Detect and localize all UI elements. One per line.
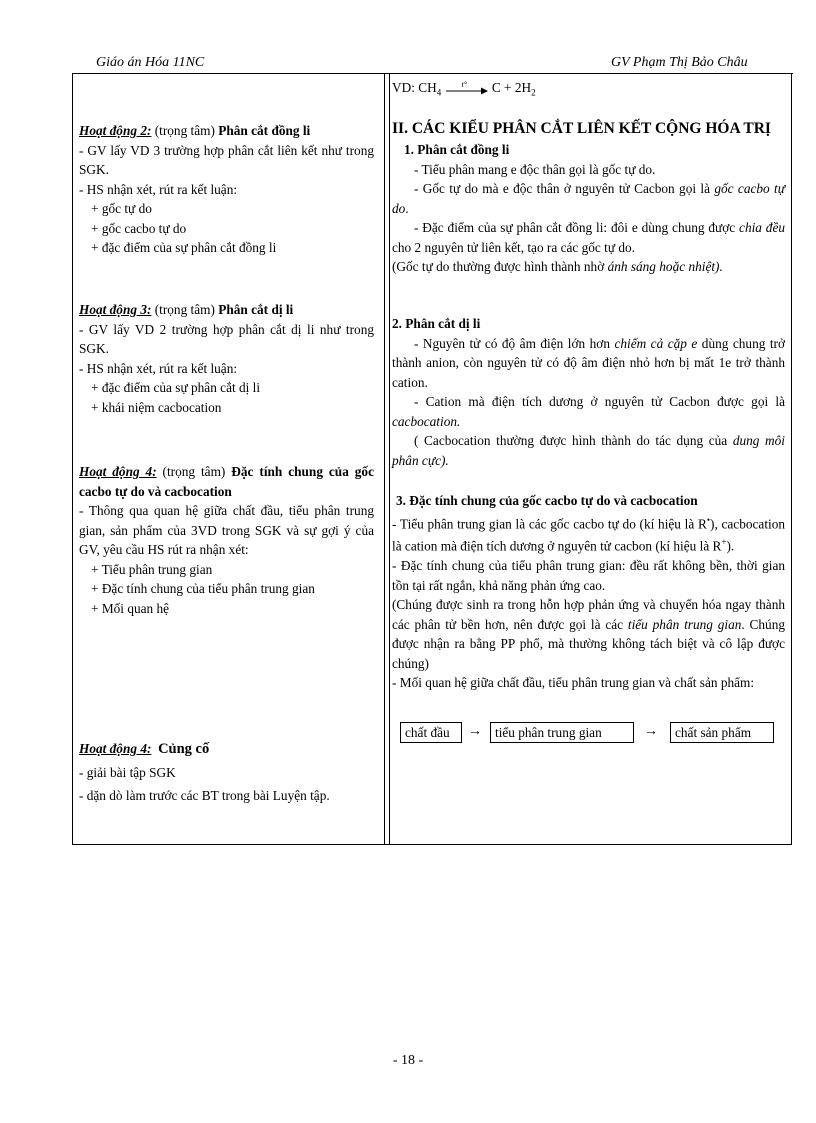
activity-5-title: Hoạt động 4: — [79, 741, 152, 756]
activity-4-topic: Đặc tính chung của gốc cacbo tự do và cacbocation — [79, 464, 374, 499]
activity-5-line: - giải bài tập SGK — [79, 764, 176, 780]
section-3-title: 3. Đặc tính chung của gốc cacbo tự do và cacbocation — [396, 493, 698, 508]
header-left: Giáo án Hóa 11NC — [96, 55, 205, 70]
section-1 — [392, 140, 785, 277]
section-1-p3i: chia đều — [739, 220, 785, 235]
section-2-p3a: ( Cacbocation thường được hình thành do tác dụng của — [414, 433, 733, 448]
activity-4-item: + Tiểu phân trung gian — [91, 561, 213, 577]
activity-3-item: + khái niệm cacbocation — [91, 399, 222, 415]
flow-arrow-1: → — [468, 724, 482, 739]
flow-arrow-2: → — [644, 724, 658, 739]
activity-4-title: Hoạt động 4: — [79, 464, 157, 479]
section-1-p3a: - Đặc điểm của sự phân cắt đồng li: đôi e dùng chung được — [414, 220, 740, 235]
activity-2-topic: Phân cắt đồng li — [218, 123, 311, 138]
activity-3-focus: (trọng tâm) — [151, 302, 219, 317]
section-1-p2a: - Gốc tự do mà e độc thân ở nguyên tử Cacbon gọi là — [414, 181, 715, 196]
section-3-p3b: . Chúng được nhận ra bằng PP phổ, mà thường không tách biệt và cô lập được chúng) — [392, 616, 785, 671]
activity-2-focus: (trọng tâm) — [151, 123, 219, 138]
activity-4 — [79, 462, 374, 618]
section-2-p1a: - Nguyên tử có độ âm điện lớn hơn — [414, 335, 615, 351]
activity-3-topic: Phân cắt dị li — [218, 302, 294, 317]
activity-3-line: - GV lấy VD 2 trường hợp phân cắt dị li như trong SGK. — [79, 321, 374, 356]
box-intermediate: tiểu phân trung gian — [490, 722, 634, 743]
right-column — [392, 74, 785, 844]
section-3-p3a: (Chúng được sinh ra trong hỗn hợp phản ứng và chuyển hóa ngay thành các phân tử bền hơn, nên được gọi là các — [392, 597, 785, 632]
example-sub2: 2 — [531, 87, 536, 98]
relationship-flow — [400, 722, 780, 744]
box-starting-material: chất đầu — [400, 722, 462, 743]
activity-5-line: - dặn dò làm trước các BT trong bài Luyện tập. — [79, 788, 330, 803]
section-3-p1sup: • — [706, 514, 711, 525]
section-1-p2b: . — [405, 200, 409, 216]
header-right: GV Phạm Thị Bảo Châu — [611, 55, 748, 70]
section-2-title: 2. Phân cắt dị li — [392, 316, 481, 331]
section-2-p2a: - Cation mà điện tích dương ở nguyên tử Cacbon được gọi là — [414, 394, 785, 409]
activity-2-title: Hoạt động 2: — [79, 123, 152, 138]
activity-5-topic: Củng cố — [158, 741, 210, 757]
column-divider — [384, 74, 390, 844]
activity-3-line: - HS nhận xét, rút ra kết luận: — [79, 360, 238, 376]
activity-3 — [79, 300, 374, 417]
section-2-p3i: dung môi phân cực). — [392, 433, 785, 468]
example-prefix: VD: CH — [392, 80, 437, 95]
section-3 — [392, 491, 785, 693]
section-1-p2i: gốc cacbo tự do — [392, 181, 785, 216]
activity-2-line: - GV lấy VD 3 trường hợp phân cắt liên kết như trong SGK. — [79, 142, 374, 177]
activity-4-line: - Thông qua quan hệ giữa chất đầu, tiểu phân trung gian, sản phẩm của 3VD trong SGK và sự gợi ý của GV, yêu cầu HS rút ra nhận xét: — [79, 503, 374, 557]
section-3-p1a: - Tiểu phân trung gian là các gốc cacbo tự do (kí hiệu là R — [392, 515, 707, 531]
activity-4-item: + Đặc tính chung của tiểu phân trung gian — [91, 581, 315, 596]
section-1-p3b: cho 2 nguyên tử liên kết, tạo ra các gốc tự do. — [392, 239, 635, 255]
section-2 — [392, 314, 785, 470]
activity-2-item: + đặc điểm của sự phân cắt đồng li — [91, 240, 277, 255]
activity-2-item: + gốc tự do — [91, 201, 152, 216]
section-3-p3i: tiểu phân trung gian — [627, 616, 742, 632]
activity-5 — [79, 739, 374, 806]
section-1-p4i: ánh sáng hoặc nhiệt). — [607, 259, 723, 274]
arrow-label: t° — [461, 79, 467, 89]
activity-2 — [79, 121, 374, 258]
activity-4-focus: (trọng tâm) — [156, 464, 232, 479]
section-2-p1b: dùng chung trở thành anion, còn nguyên tử có độ âm điện nhỏ hơn bị mất 1e trở thành cation. — [392, 335, 786, 390]
section-1-p4a: (Gốc tự do thường được hình thành nhờ — [392, 259, 608, 274]
section-1-title: 1. Phân cắt đồng li — [404, 142, 510, 157]
section-3-p1sup2: + — [721, 537, 727, 548]
example-sub4: 4 — [436, 87, 442, 98]
section-1-p1: - Tiểu phân mang e độc thân gọi là gốc tự do. — [414, 161, 656, 177]
activity-3-item: + đặc điểm của sự phân cắt dị li — [91, 380, 261, 395]
example-suffix: C + 2H — [491, 80, 532, 95]
section-2-p1i: chiếm cả cặp e — [614, 335, 698, 351]
section-3-p4: - Mối quan hệ giữa chất đầu, tiểu phân trung gian và chất sản phẩm: — [392, 675, 755, 691]
section-title: II. CÁC KIỂU PHÂN CẮT LIÊN KẾT CỘNG HÓA TRỊ — [392, 120, 771, 137]
section-3-p2: - Đặc tính chung của tiểu phân trung gian: đều rất không bền, thời gian tồn tại rất ngắn, khả năng phản ứng cao. — [392, 558, 785, 593]
activity-2-item: + gốc cacbo tự do — [91, 220, 187, 236]
activity-4-item: + Mối quan hệ — [91, 600, 170, 616]
reaction-example — [392, 78, 785, 103]
section-2-p2i: cacbocation. — [392, 413, 461, 429]
reaction-arrow — [445, 79, 489, 96]
page-number: - 18 - — [392, 1053, 424, 1068]
section-3-p1c: ). — [726, 538, 735, 554]
activity-2-line: - HS nhận xét, rút ra kết luận: — [79, 181, 238, 197]
box-product: chất sản phẩm — [670, 722, 774, 743]
lesson-table — [72, 74, 792, 845]
activity-3-title: Hoạt động 3: — [79, 302, 152, 317]
section-3-p1b: ), cacbocation là cation mà điện tích dương ở nguyên tử cacbon (kí hiệu là R — [392, 515, 785, 554]
